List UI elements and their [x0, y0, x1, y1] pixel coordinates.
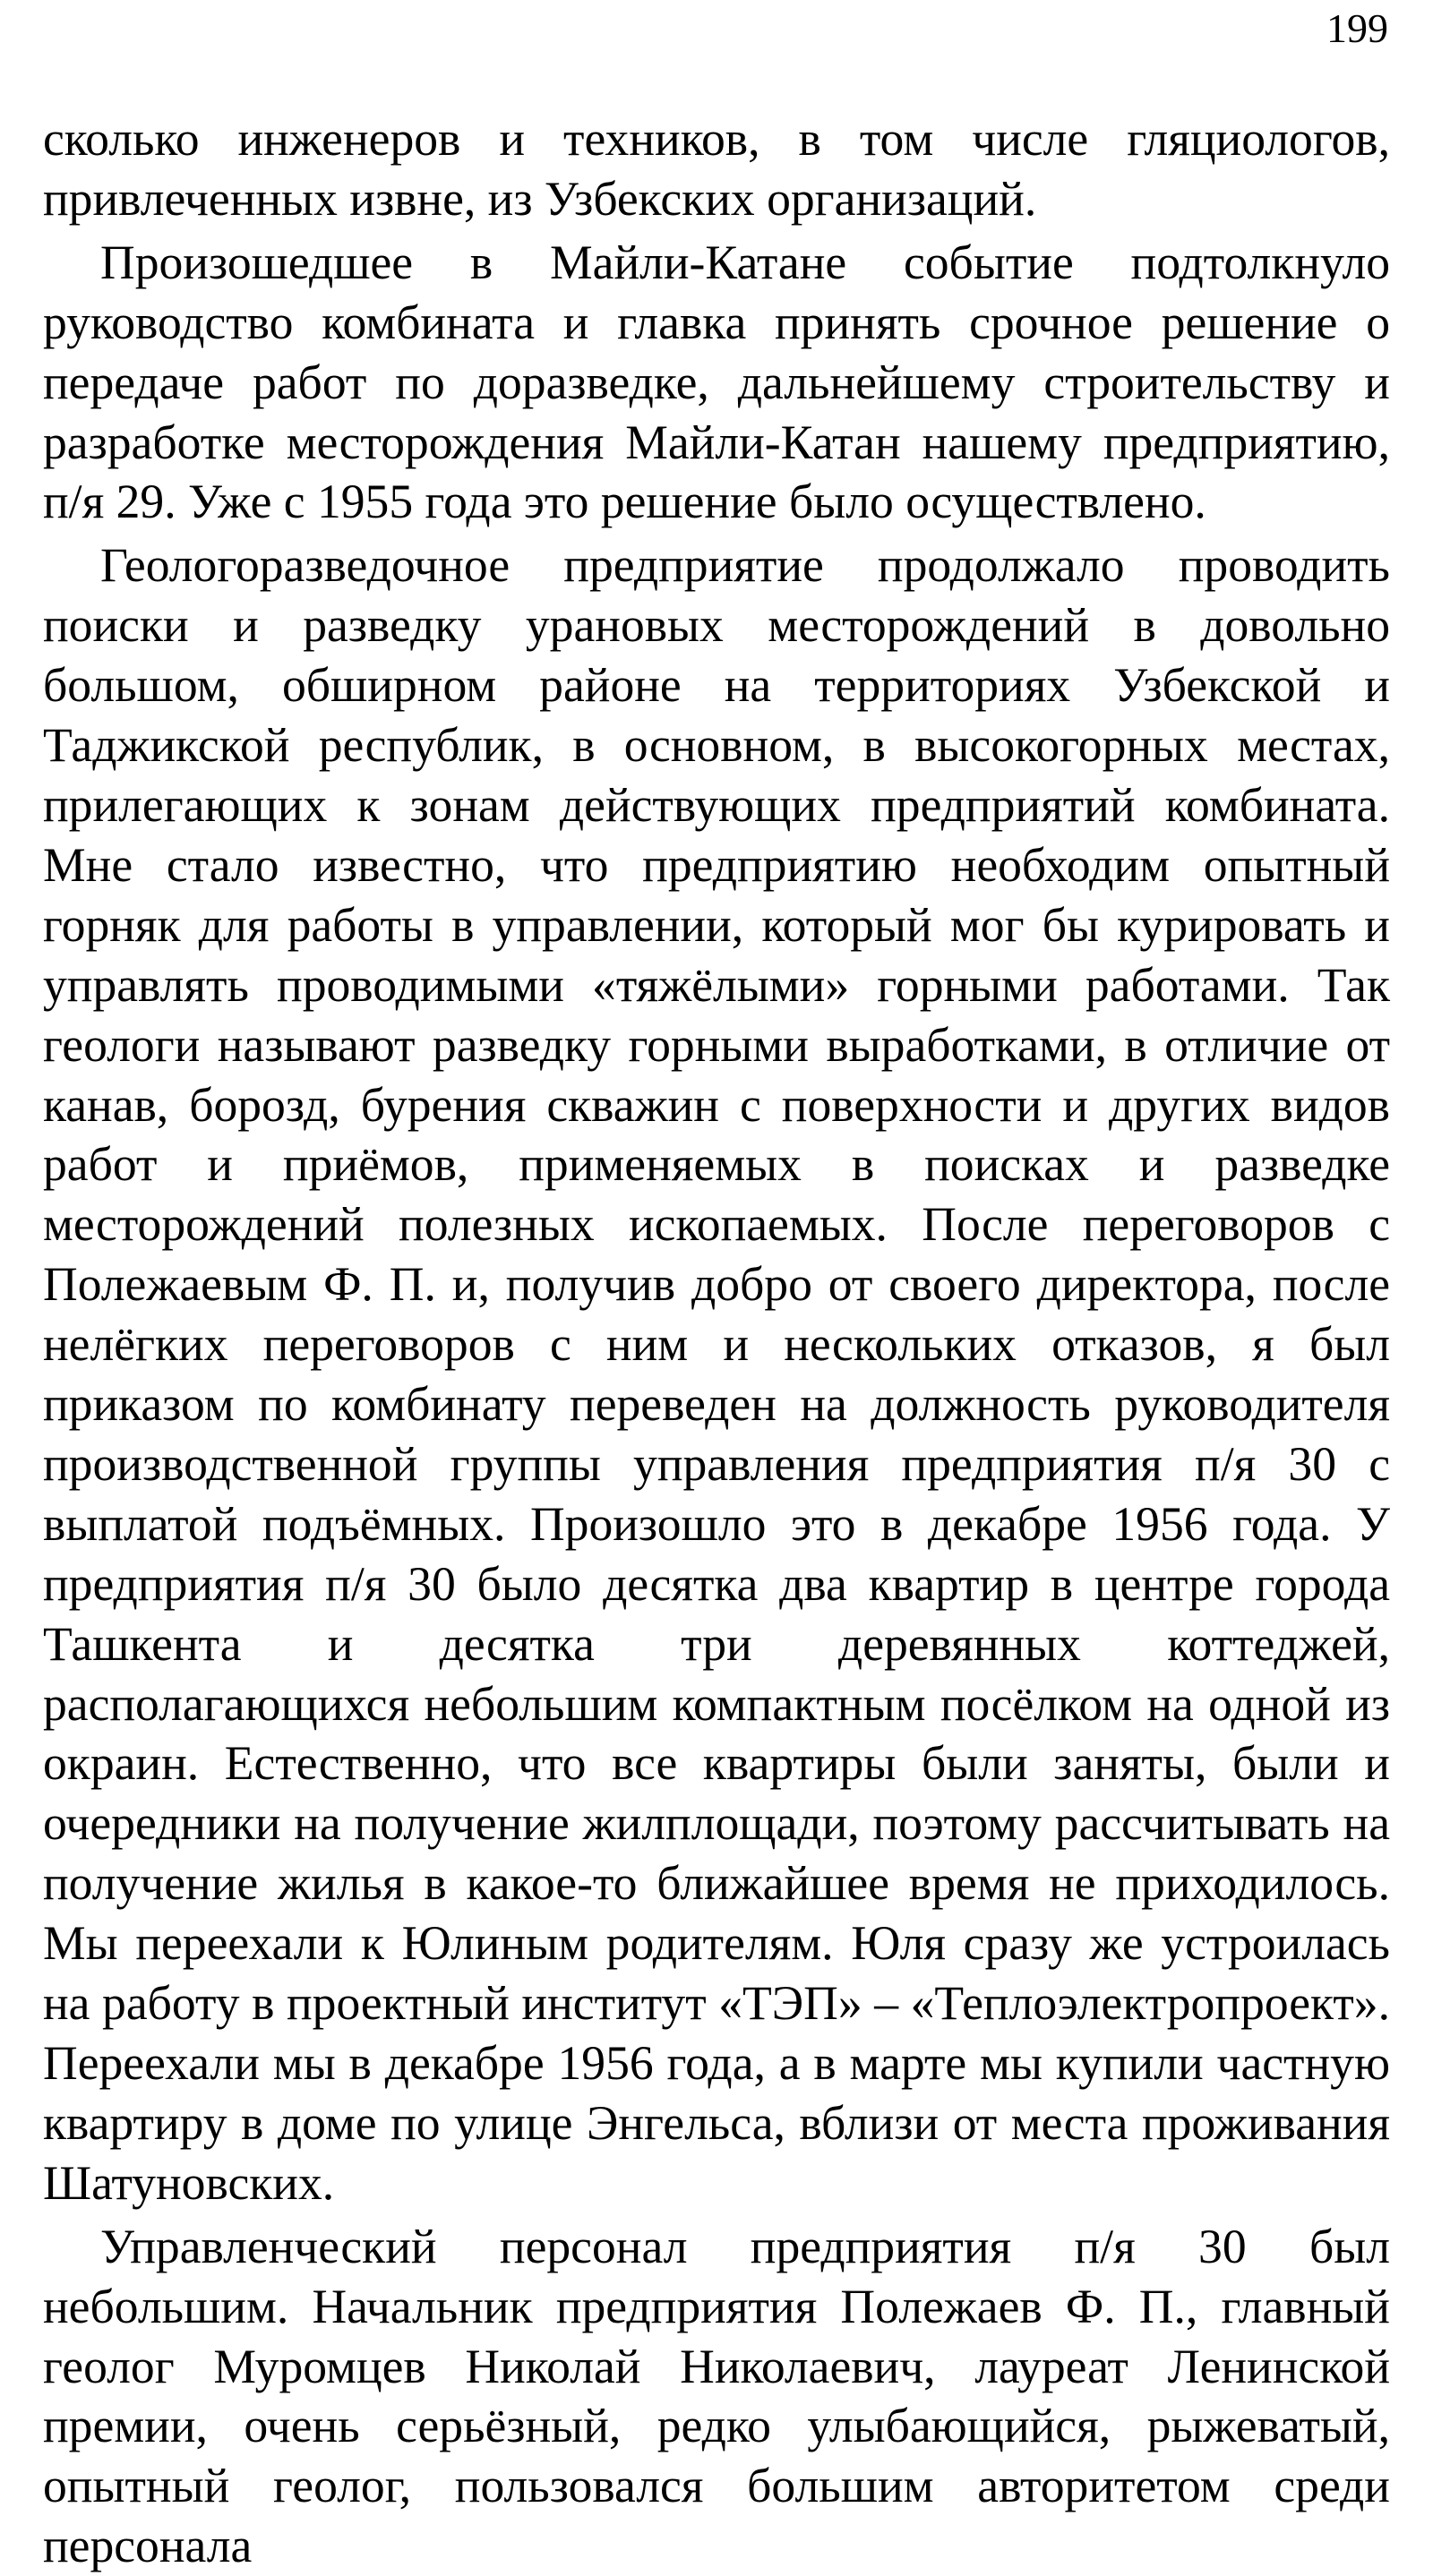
page-body	[43, 109, 1390, 2576]
paragraph: Управленческий персонал предприятия п/я 30 был небольшим. Начальник предприятия Полежаев Ф. П., главный геолог Муромцев Николай Николаевич, лауреат Ленинской премии, очень серьёзный, редко улыбающийся, рыжеватый, опытный геолог, пользовался большим авторитетом среди персонала	[43, 2219, 1390, 2573]
paragraph: Произошедшее в Майли-Катане событие подтолкнуло руководство комбината и главка принять срочное решение о передаче работ по доразведке, дальнейшему строительству и разработке месторождения Майли-Катан нашему предприятию, п/я 29. Уже с 1955 года это решение было осуществлено.	[43, 235, 1390, 529]
paragraph: Геологоразведочное предприятие продолжало проводить поиски и разведку урановых месторождений в довольно большом, обширном районе на территориях Узбекской и Таджикской республик, в основном, в высокогорных местах, прилегающих к зонам действующих предприятий комбината. Мне стало известно, что предприятию необходим опытный горняк для работы в управлении, который мог бы курировать и управлять проводимыми «тяжёлыми» горными работами. Так геологи называют разведку горными выработками, в отличие от канав, борозд, бурения скважин с поверхности и других видов работ и приёмов, применяемых в поисках и разведке месторождений полезных ископаемых. После переговоров с Полежаевым Ф. П. и, получив добро от своего директора, после нелёгких переговоров с ним и нескольких отказов, я был приказом по комбинату переведен на должность руководителя производственной группы управления предприятия п/я 30 с выплатой подъёмных. Произошло это в декабре 1956 года. У предприятия п/я 30 было десятка два квартир в центре города Ташкента и десятка три деревянных коттеджей, располагающихся небольшим компактным посёлком на одной из окраин. Естественно, что все квартиры были заняты, были и очередники на получение жилплощади, поэтому рассчитывать на получение жилья в какое-то ближайшее время не приходилось. Мы переехали к Юлиным родителям. Юля сразу же устроилась на работу в проектный институт «ТЭП» – «Теплоэлектропроект». Переехали мы в декабре 1956 года, а в марте мы купили частную квартиру в доме по улице Энгельса, вблизи от места проживания Шатуновских.	[43, 538, 1390, 2210]
page-number: 199	[1326, 5, 1388, 51]
paragraph-continuation: сколько инженеров и техников, в том числе гляциологов, привлеченных извне, из Узбекских организаций.	[43, 112, 1390, 226]
